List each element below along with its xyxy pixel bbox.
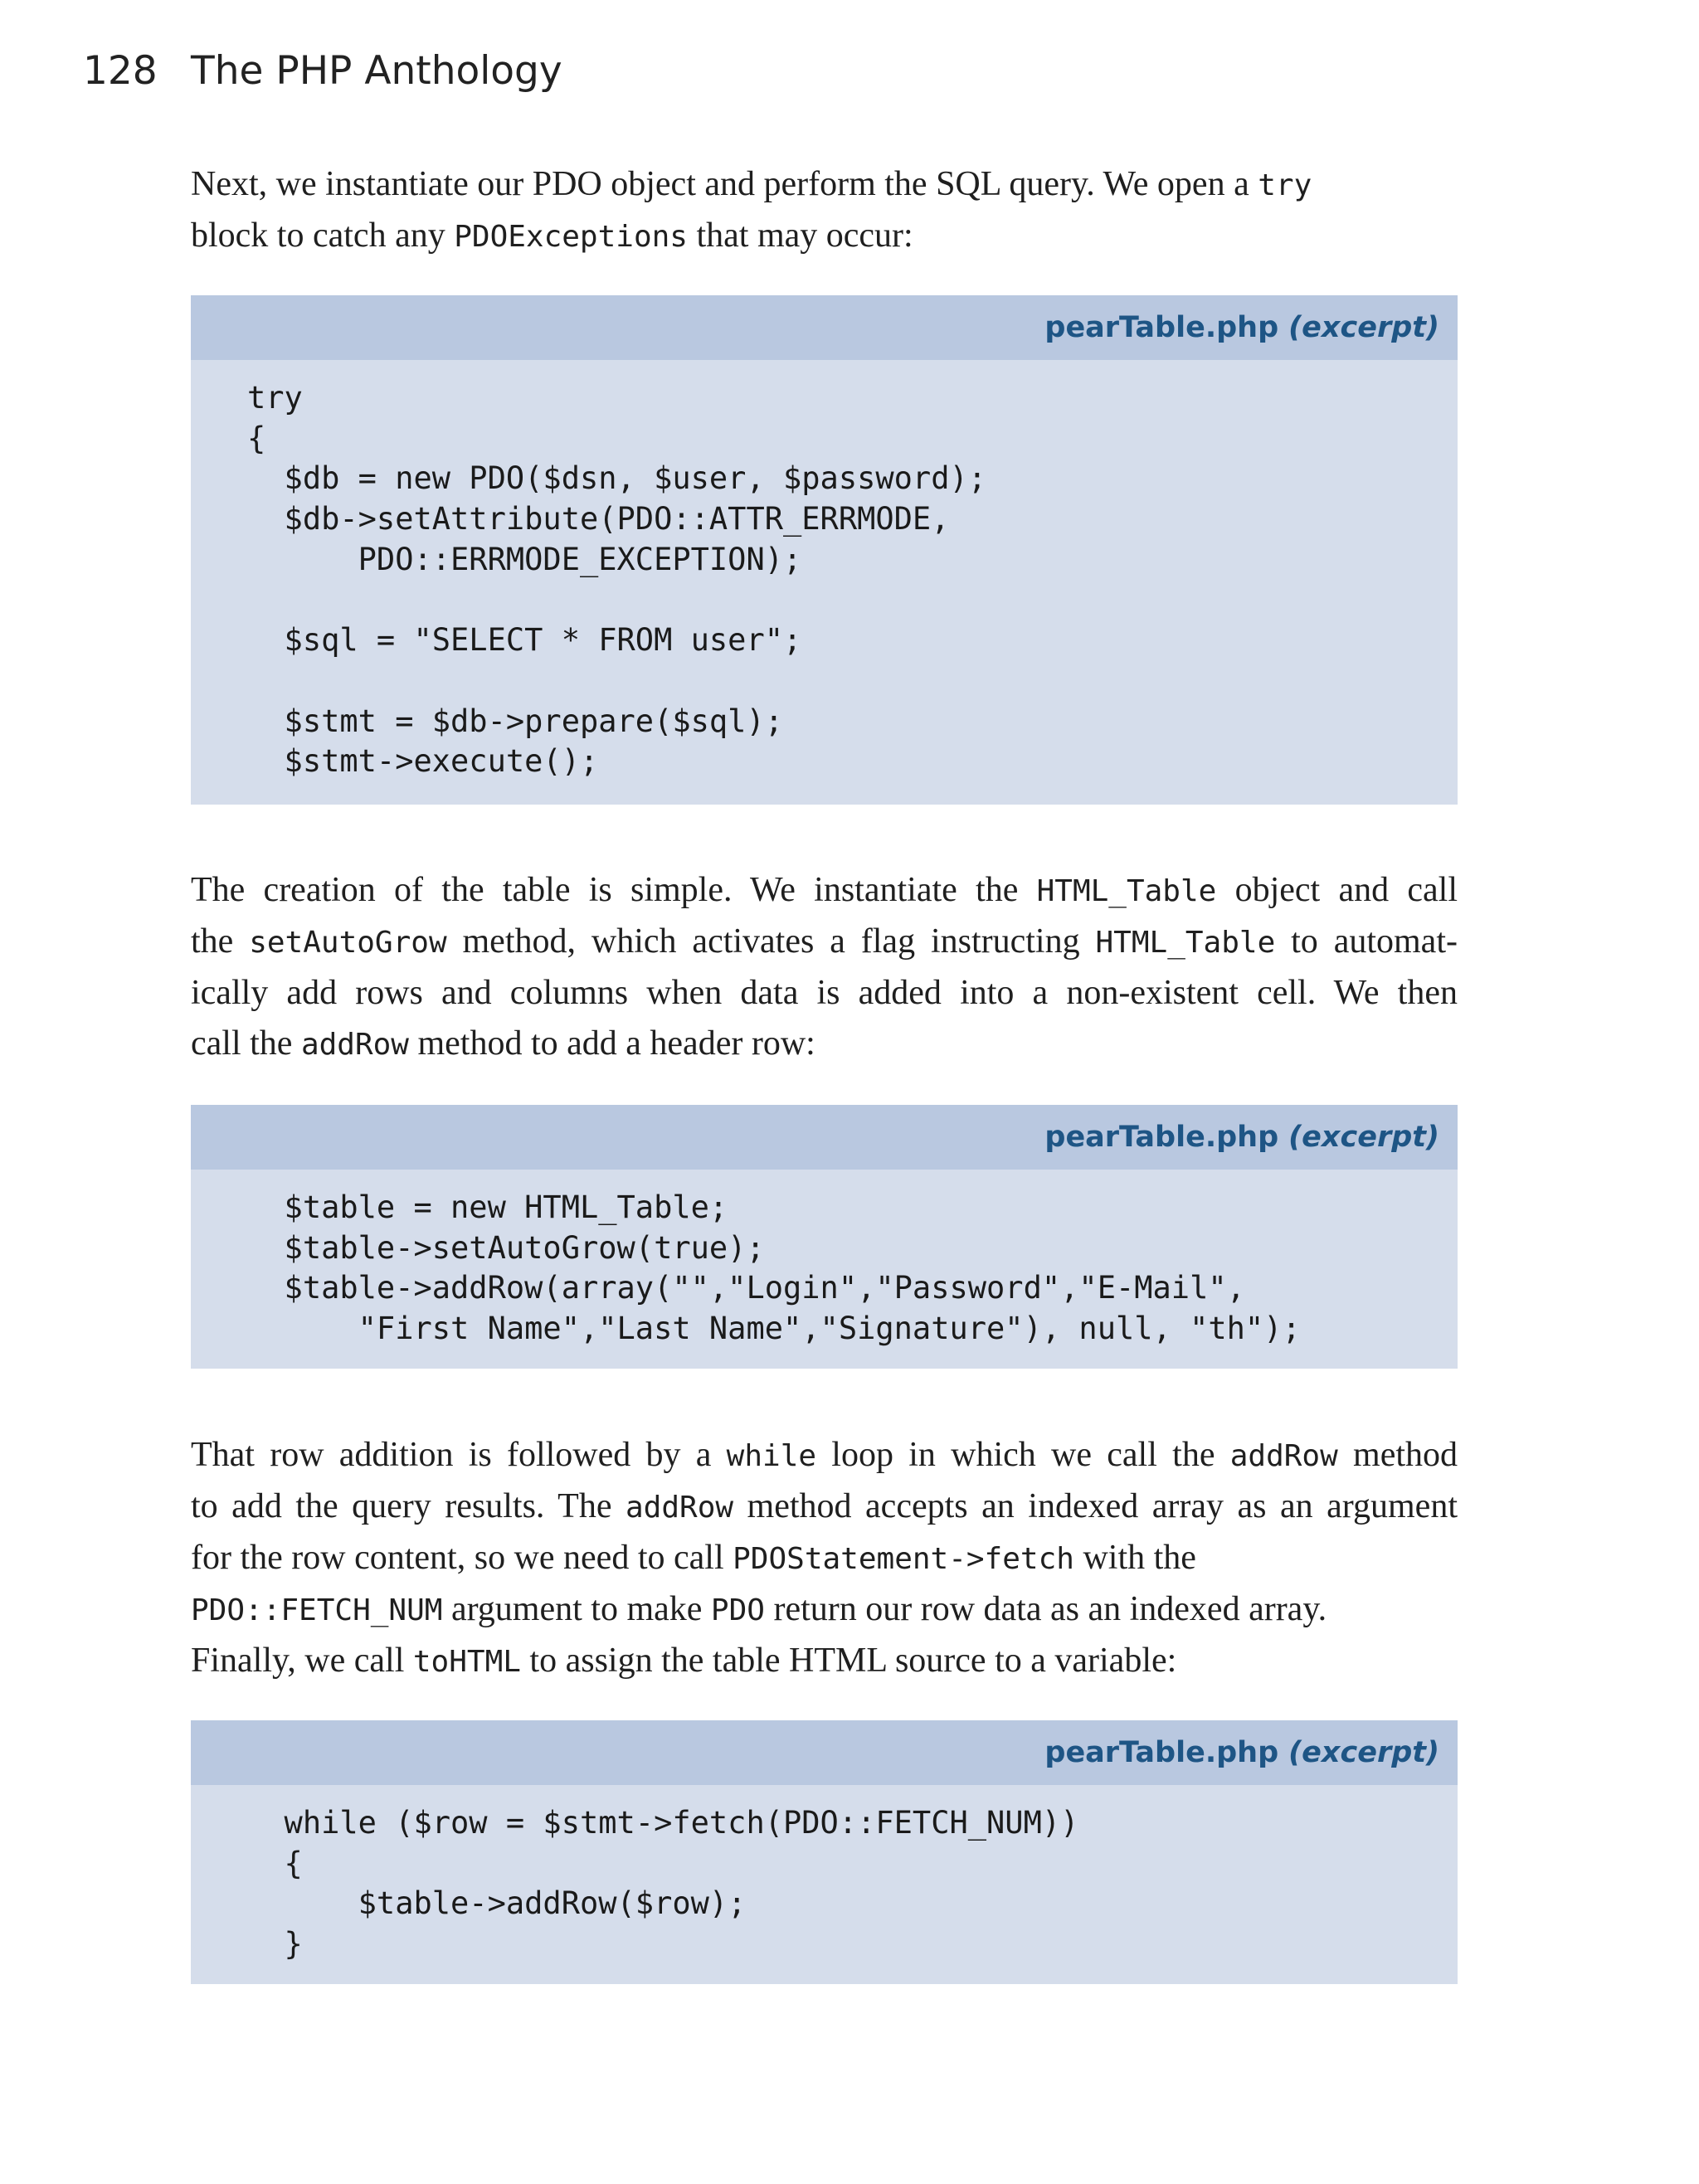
text-line: for the row content, so we need to call PDOStatement->fetch with the [191, 1539, 1196, 1577]
inline-code: PDO::FETCH_NUM [191, 1593, 443, 1627]
table-paragraph [191, 865, 1458, 1070]
text-line: ically add rows and columns when data is added into a non-existent cell. We then [191, 974, 1458, 1012]
code-text: $table = new HTML_Table; $table->setAutoGrow(true); $table->addRow(array("","Login","Password","E-Mail", "First Name","Last Name","Signature"), null, "th"); [284, 1189, 1301, 1347]
inline-code: PDOExceptions [454, 220, 688, 254]
code-filename: pearTable.php [1044, 1736, 1279, 1769]
inline-code: addRow [300, 1028, 409, 1062]
code-text: try { $db = new PDO($dsn, $user, $password); $db->setAttribute(PDO::ATTR_ERRMODE, PDO::ERRMODE_EXCEPTION); $sql = "SELECT * FROM user"; $stmt = $db->prepare($sql); $stmt->execute(); [247, 380, 987, 780]
code-listing-1 [191, 295, 1458, 805]
excerpt-label: (excerpt) [1288, 1121, 1439, 1154]
text-line: to add the query results. The addRow method accepts an indexed array as an argument [191, 1487, 1458, 1525]
inline-code: PDO [710, 1593, 765, 1627]
inline-code: addRow [626, 1491, 734, 1525]
text-line: call the addRow method to add a header row: [191, 1024, 815, 1063]
code-filename: pearTable.php [1044, 1121, 1279, 1154]
text-line: Finally, we call toHTML to assign the table HTML source to a variable: [191, 1642, 1177, 1680]
excerpt-label: (excerpt) [1288, 311, 1439, 344]
code-caption [191, 1105, 1458, 1170]
excerpt-label: (excerpt) [1288, 1736, 1439, 1769]
inline-code: try [1258, 168, 1312, 202]
inline-code: toHTML [412, 1645, 521, 1679]
text-line: The creation of the table is simple. We instantiate the HTML_Table object and call [191, 871, 1458, 909]
inline-code: HTML_Table [1095, 926, 1276, 960]
text-line: PDO::FETCH_NUM argument to make PDO return our row data as an indexed array. [191, 1590, 1327, 1628]
code-listing-2 [191, 1105, 1458, 1369]
code-text: while ($row = $stmt->fetch(PDO::FETCH_NUM)) { $table->addRow($row); } [284, 1805, 1079, 1963]
code-caption [191, 295, 1458, 360]
text-line: Next, we instantiate our PDO object and perform the SQL query. We open a try [191, 165, 1312, 203]
running-head [83, 48, 562, 101]
text-line: block to catch any PDOExceptions that may occur: [191, 216, 913, 255]
inline-code: PDOStatement->fetch [733, 1542, 1074, 1576]
text-line: the setAutoGrow method, which activates a flag instructing HTML_Table to automat- [191, 922, 1458, 961]
intro-paragraph [191, 159, 1458, 262]
inline-code: while [726, 1439, 817, 1473]
code-listing-3 [191, 1720, 1458, 1984]
inline-code: setAutoGrow [249, 926, 447, 960]
inline-code: HTML_Table [1036, 874, 1217, 908]
code-filename: pearTable.php [1044, 311, 1279, 344]
book-title: The PHP Anthology [191, 48, 562, 94]
page-number: 128 [83, 48, 158, 94]
loop-paragraph [191, 1430, 1458, 1687]
code-caption [191, 1720, 1458, 1785]
text-line: That row addition is followed by a while loop in which we call the addRow method [191, 1436, 1458, 1474]
inline-code: addRow [1229, 1439, 1338, 1473]
